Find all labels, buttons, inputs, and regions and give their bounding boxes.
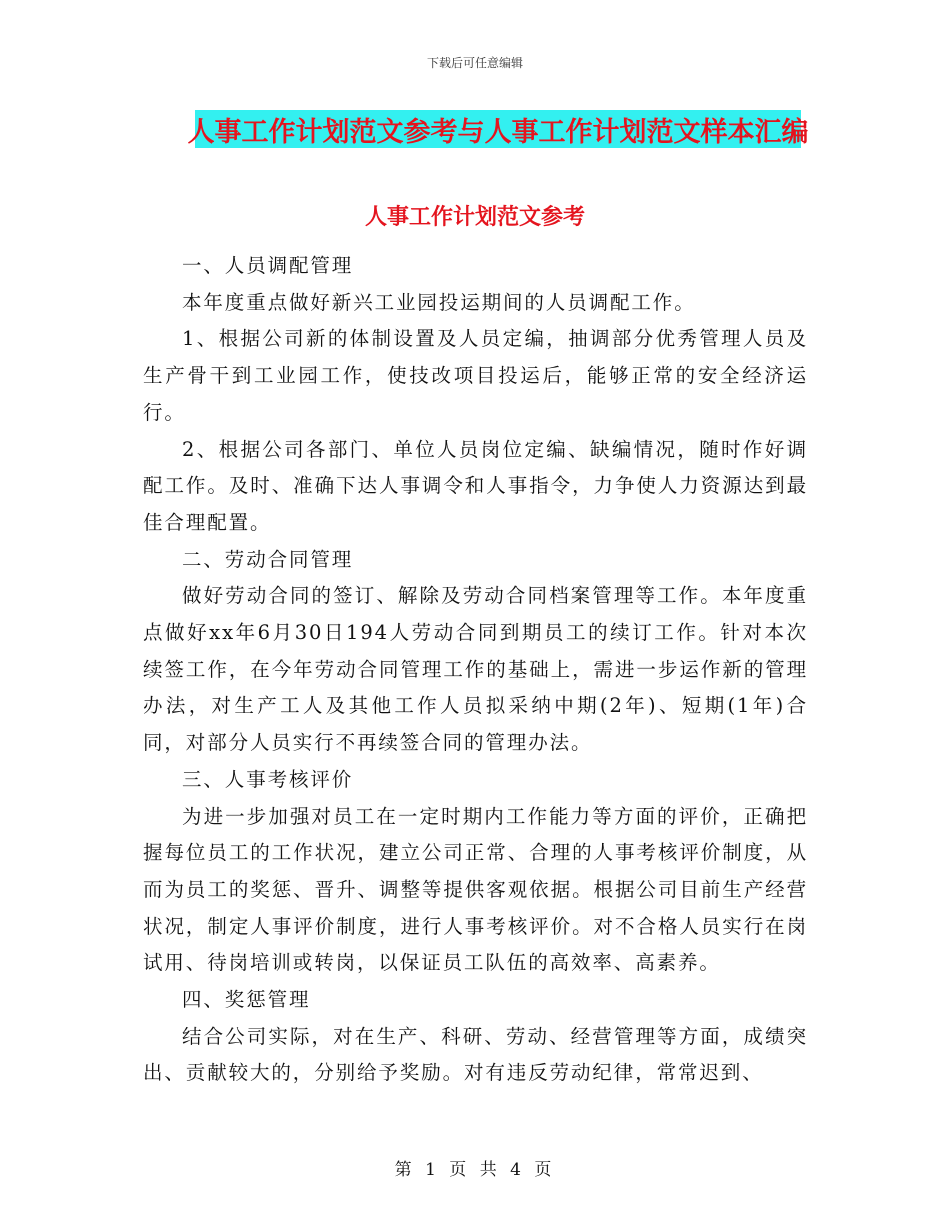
paragraph: 做好劳动合同的签订、解除及劳动合同档案管理等工作。本年度重点做好xx年6月30日194人劳动合同到期员工的续订工作。针对本次续签工作，在今年劳动合同管理工作的基础上，需进一步运作新的管理办法，对生产工人及其他工作人员拟采纳中期(2年)、短期(1年)合同，对部分人员实行不再续签合同的管理办法。 — [143, 584, 808, 755]
document-title: 人事工作计划范文参考与人事工作计划范文样本汇编 — [187, 116, 809, 148]
section-title: 人事工作计划范文参考 — [364, 204, 585, 230]
paragraph: 结合公司实际，对在生产、科研、劳动、经营管理等方面，成绩突出、贡献较大的，分别给予奖励。对有违反劳动纪律，常常迟到、 — [143, 1024, 808, 1085]
heading-staff-allocation: 一、人员调配管理 — [182, 254, 354, 277]
paragraph: 2、根据公司各部门、单位人员岗位定编、缺编情况，随时作好调配工作。及时、准确下达人事调令和人事指令，力争使人力资源达到最佳合理配置。 — [143, 437, 808, 534]
document-title-highlight — [187, 110, 809, 148]
page-number-footer: 第 1 页 共 4 页 — [394, 1160, 556, 1180]
header-note: 下载后可任意编辑 — [426, 56, 523, 70]
heading-labor-contract: 二、劳动合同管理 — [182, 547, 354, 571]
heading-performance-review: 三、人事考核评价 — [182, 767, 354, 791]
paragraph: 为进一步加强对员工在一定时期内工作能力等方面的评价，正确把握每位员工的工作状况，建立公司正常、合理的人事考核评价制度，从而为员工的奖惩、晋升、调整等提供客观依据。根据公司目前生产经营状况，制定人事评价制度，进行人事考核评价。对不合格人员实行在岗试用、待岗培训或转岗，以保证员工队伍的高效率、高素养。 — [143, 804, 808, 975]
paragraph: 1、根据公司新的体制设置及人员定编，抽调部分优秀管理人员及生产骨干到工业园工作，使技改项目投运后，能够正常的安全经济运行。 — [143, 327, 808, 424]
document-body — [143, 248, 808, 1092]
heading-rewards-penalties: 四、奖惩管理 — [182, 988, 311, 1012]
paragraph: 本年度重点做好新兴工业园投运期间的人员调配工作。 — [182, 290, 696, 314]
